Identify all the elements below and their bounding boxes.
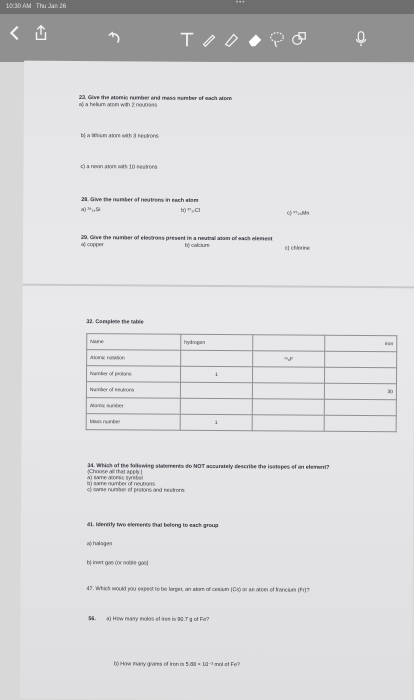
element-table [86, 333, 398, 432]
table-cell[interactable] [180, 382, 252, 399]
table-row-label: Number of neutrons [86, 382, 180, 399]
status-day: Thu Jan 26 [36, 4, 67, 10]
q28-title: 28. Give the number of neutrons in each atom [81, 197, 199, 204]
table-row [86, 414, 396, 432]
table-cell[interactable]: 1 [180, 366, 252, 383]
page-fold [23, 284, 414, 289]
q34-title: 34. Which of the following statements do NOT accurately describe the isotopes of an element? [87, 463, 330, 471]
q47-title: 47. Which would you expect to be larger, an atom of cesium (Cs) or an atom of francium (Fr)? [86, 586, 310, 594]
shapes-icon[interactable] [288, 28, 310, 50]
pen-icon[interactable] [198, 28, 220, 50]
q23-part-a: a) a helium atom with 2 neutrons [78, 102, 158, 109]
table-cell[interactable] [324, 399, 396, 416]
q28-part-b: b) ³⁷₁₇Cl [181, 207, 201, 214]
q32-title: 32. Complete the table [86, 319, 144, 326]
more-dots-icon[interactable]: ••• [236, 0, 246, 6]
table-cell[interactable]: 30 [324, 383, 396, 400]
q23-part-c: c) a neon atom with 10 neutrons [80, 164, 158, 171]
status-bar [0, 0, 414, 14]
table-row-label: Atomic number [86, 398, 180, 415]
microphone-icon[interactable] [350, 28, 372, 50]
q29-title: 29. Give the number of electrons present in a neutral atom of each element [80, 235, 273, 243]
table-cell[interactable] [252, 367, 324, 384]
table-header-cell [253, 335, 325, 352]
table-header-cell: Name [87, 334, 181, 351]
q28-part-a: a) ²⁹₁₄Si [81, 207, 101, 214]
table-cell[interactable] [324, 367, 396, 384]
text-icon[interactable] [176, 28, 198, 50]
q34-note: (Choose all that apply.) [87, 469, 143, 476]
table-cell[interactable] [181, 350, 253, 367]
table-cell[interactable]: ¹⁹₉F [253, 351, 325, 368]
q41-part-b: b) inert gas (or noble gas) [86, 560, 149, 567]
worksheet-page[interactable] [20, 61, 414, 700]
q23-part-b: b) a lithium atom with 3 neutrons [80, 133, 159, 140]
q56-part-a: a) How many moles of iron is 90.7 g of Fe? [106, 616, 210, 623]
eraser-icon[interactable] [244, 28, 266, 50]
q56-part-b: b) How many grams of iron is 5.88 × 10⁻³ mol of Fe? [113, 661, 240, 669]
q56-number: 56. [88, 616, 96, 623]
table-row-label: Number of protons [86, 366, 180, 383]
q34-part-c: c) same number of protons and neutrons [87, 487, 185, 494]
q41-title: 41. Identify two elements that belong to each group [86, 522, 219, 530]
q29-part-a: a) copper [80, 242, 104, 249]
table-row-label: Atomic notation [87, 350, 181, 367]
table-header-cell: hydrogen [181, 334, 253, 351]
table-row-label: Mass number [86, 414, 180, 431]
table-cell[interactable] [324, 415, 396, 432]
annotation-toolbar [0, 14, 414, 62]
q34-part-b: b) same number of neutrons [87, 481, 156, 488]
highlighter-icon[interactable] [220, 28, 242, 50]
status-time: 10:30 AM [6, 4, 32, 10]
table-header-cell: iron [325, 335, 397, 352]
q29-part-c: c) chlorine [284, 245, 310, 252]
table-cell[interactable] [180, 398, 252, 415]
q28-part-c: c) ⁵⁵₂₅Mn [287, 210, 310, 217]
back-icon[interactable] [4, 22, 26, 44]
q34-part-a: a) same atomic symbol [87, 475, 143, 482]
share-icon[interactable] [30, 22, 52, 44]
lasso-icon[interactable] [266, 28, 288, 50]
table-cell[interactable] [252, 399, 324, 416]
q29-part-b: b) calcium [184, 242, 210, 249]
undo-icon[interactable] [104, 28, 126, 50]
q23-title: 23. Give the atomic number and mass number of each atom [78, 95, 232, 103]
q41-part-a: a) halogen [86, 541, 113, 548]
table-cell[interactable]: 1 [180, 414, 252, 431]
table-cell[interactable] [252, 415, 324, 432]
table-cell[interactable] [252, 383, 324, 400]
table-cell[interactable] [325, 351, 397, 368]
